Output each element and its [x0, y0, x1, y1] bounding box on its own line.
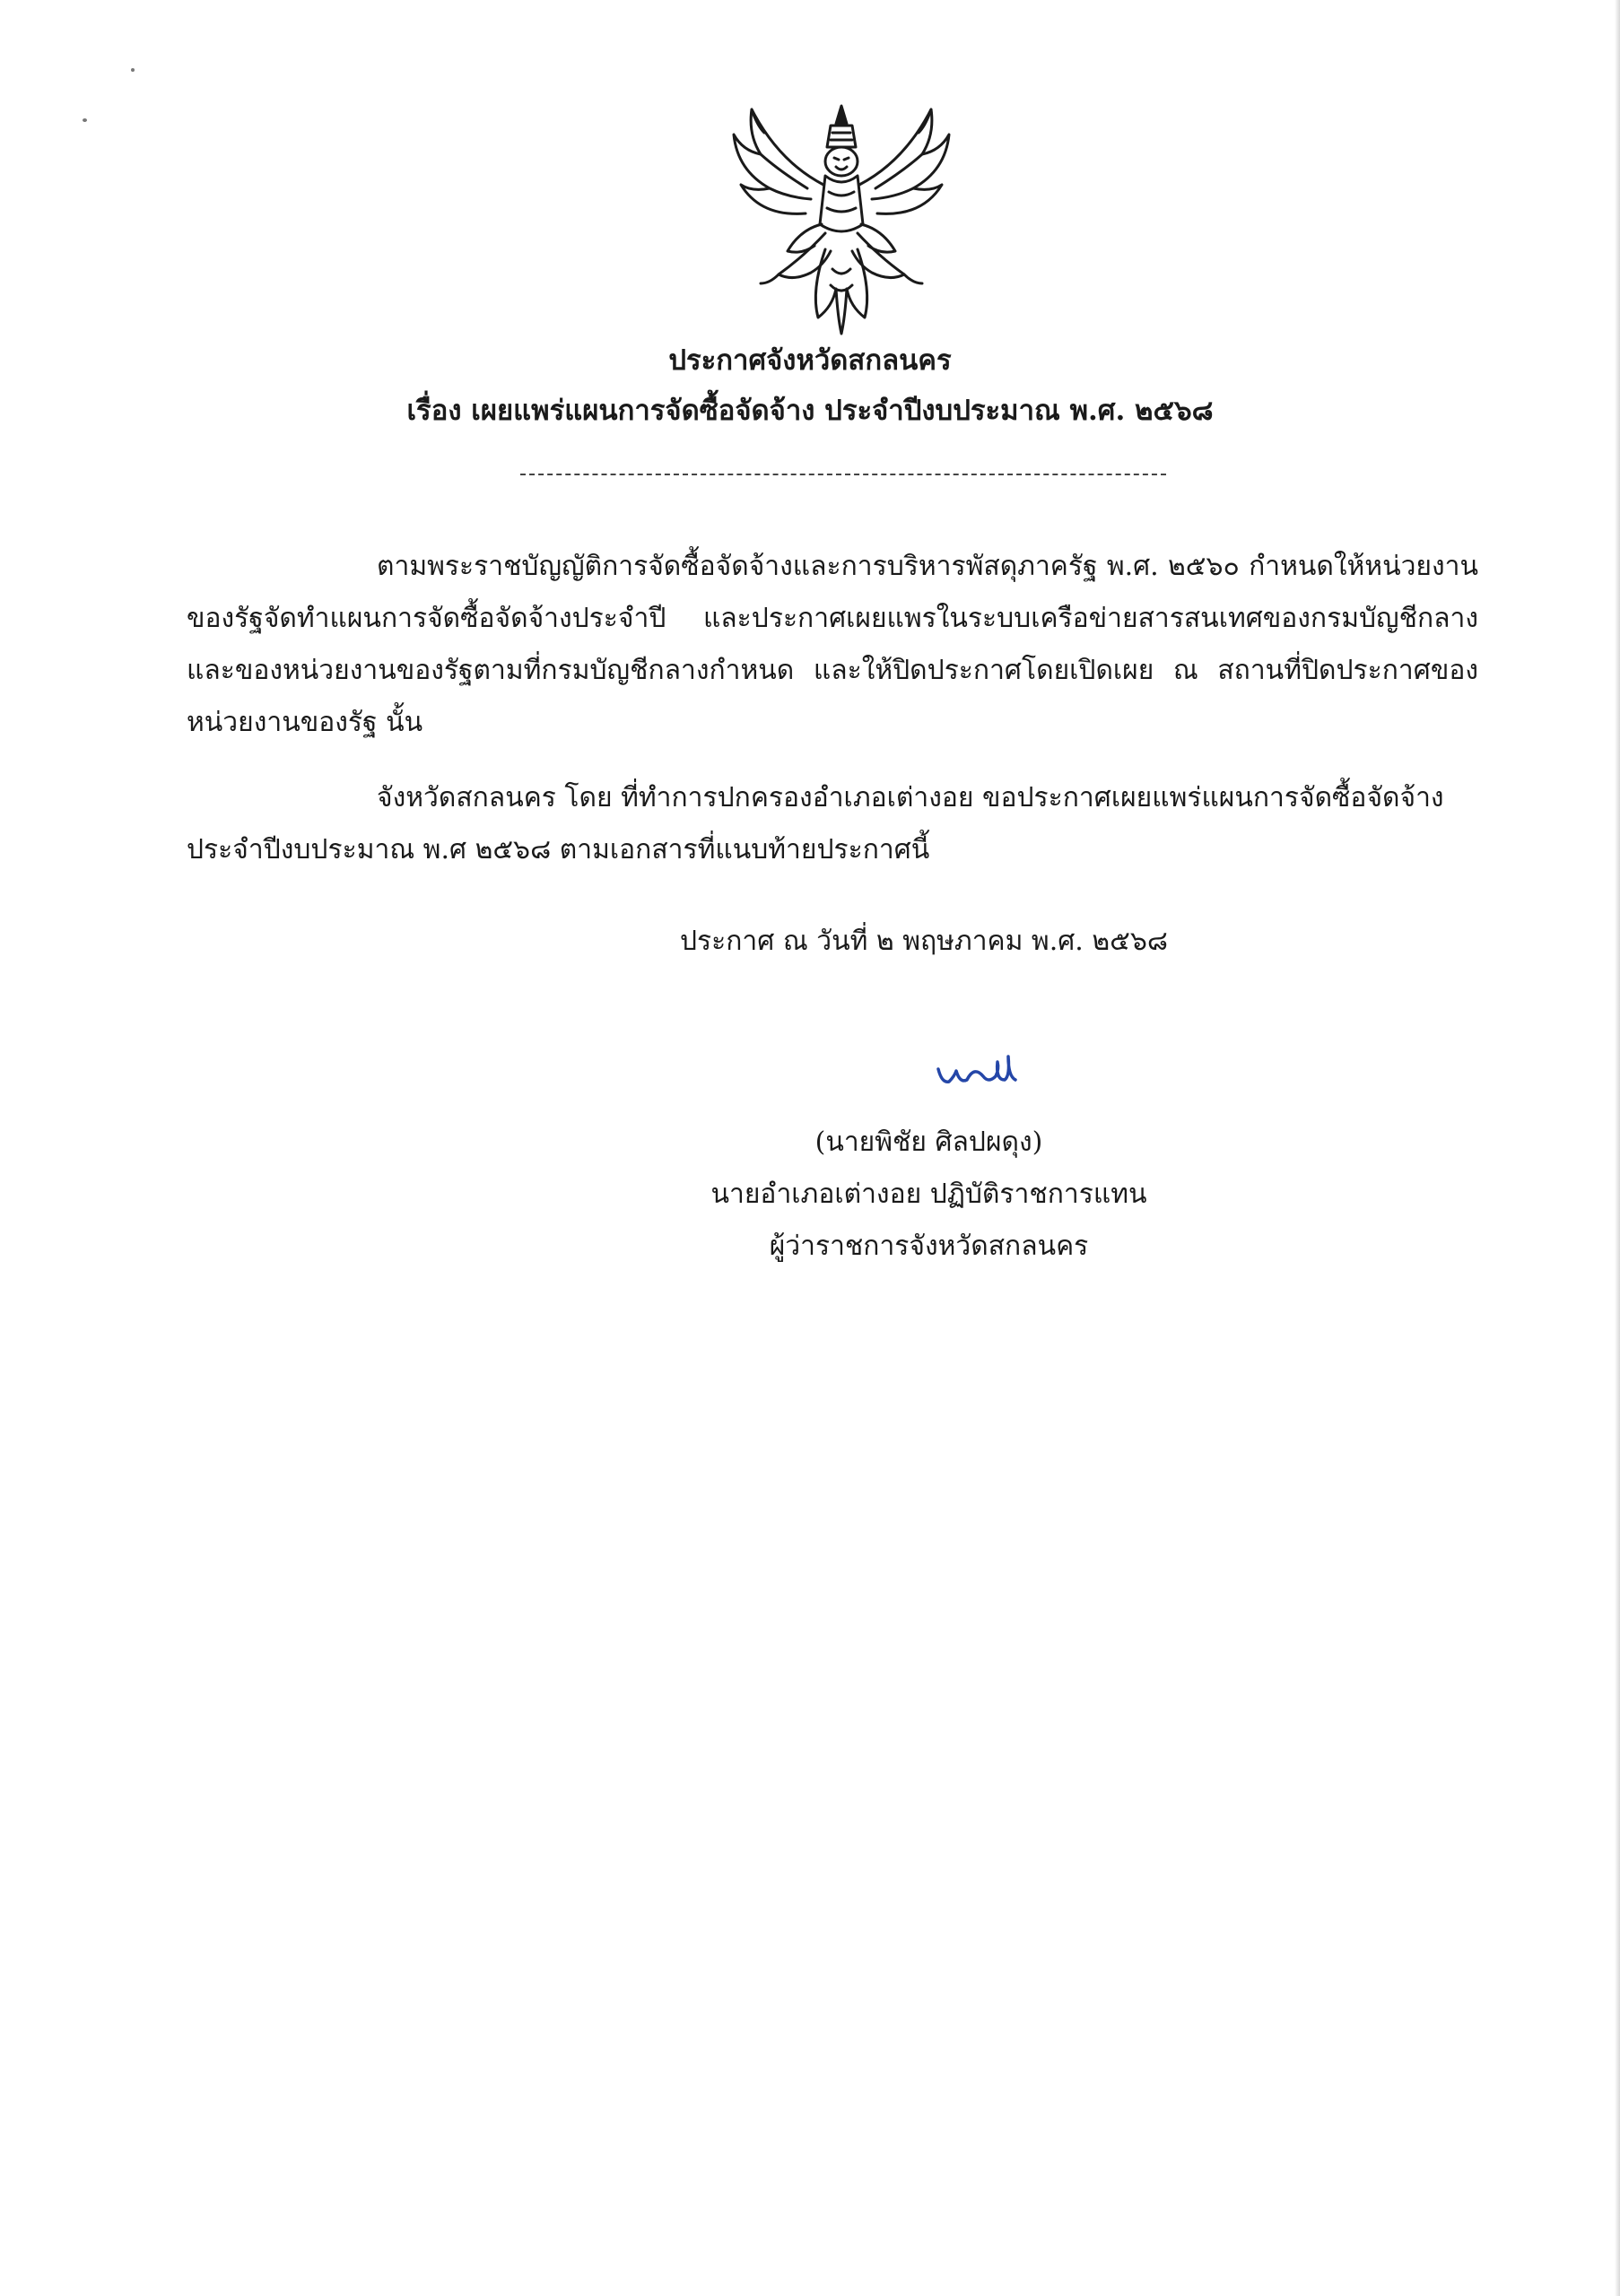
- handwritten-signature: [933, 1049, 1032, 1094]
- paragraph-2-line-1: จังหวัดสกลนคร โดย ที่ทำการปกครองอำเภอเต่างอย ขอประกาศเผยแพร่แผนการจัดซื้อจัดจ้าง: [377, 782, 1444, 813]
- paragraph-1-line-2: ของรัฐจัดทำแผนการจัดซื้อจัดจ้างประจำปี และประกาศเผยแพรในระบบเครือข่ายสารสนเทศของกรมบัญชีกลาง: [187, 603, 1478, 634]
- paragraph-1-line-3: และของหน่วยงานของรัฐตามที่กรมบัญชีกลางกำหนด และให้ปิดประกาศโดยเปิดเผย ณ สถานที่ปิดประกาศของ: [187, 655, 1478, 686]
- section-divider: [520, 474, 1166, 475]
- signatory-name: (นายพิชัย ศิลปผดุง): [814, 1126, 1043, 1158]
- announcement-title: ประกาศจังหวัดสกลนคร: [668, 344, 952, 377]
- announcement-date: ประกาศ ณ วันที่ ๒ พฤษภาคม พ.ศ. ๒๕๖๘: [680, 926, 1169, 957]
- announcement-subject: เรื่อง เผยแพร่แผนการจัดซื้อจัดจ้าง ประจำปีงบประมาณ พ.ศ. ๒๕๖๘: [406, 395, 1214, 427]
- garuda-emblem-icon: [725, 99, 958, 341]
- paragraph-2-line-2: ประจำปีงบประมาณ พ.ศ ๒๕๖๘ ตามเอกสารที่แนบท้ายประกาศนี้: [187, 834, 930, 865]
- paragraph-1-line-4: หน่วยงานของรัฐ นั้น: [187, 707, 423, 738]
- signatory-position: นายอำเภอเต่างอย ปฏิบัติราชการแทน: [710, 1178, 1147, 1210]
- paragraph-1-line-1: ตามพระราชบัญญัติการจัดซื้อจัดจ้างและการบริหารพัสดุภาครัฐ พ.ศ. ๒๕๖๐ กำหนดให้หน่วยงาน: [377, 551, 1478, 582]
- scan-speck: [131, 68, 135, 72]
- scan-speck: [83, 118, 87, 122]
- signatory-acting-for: ผู้ว่าราชการจังหวัดสกลนคร: [769, 1231, 1089, 1262]
